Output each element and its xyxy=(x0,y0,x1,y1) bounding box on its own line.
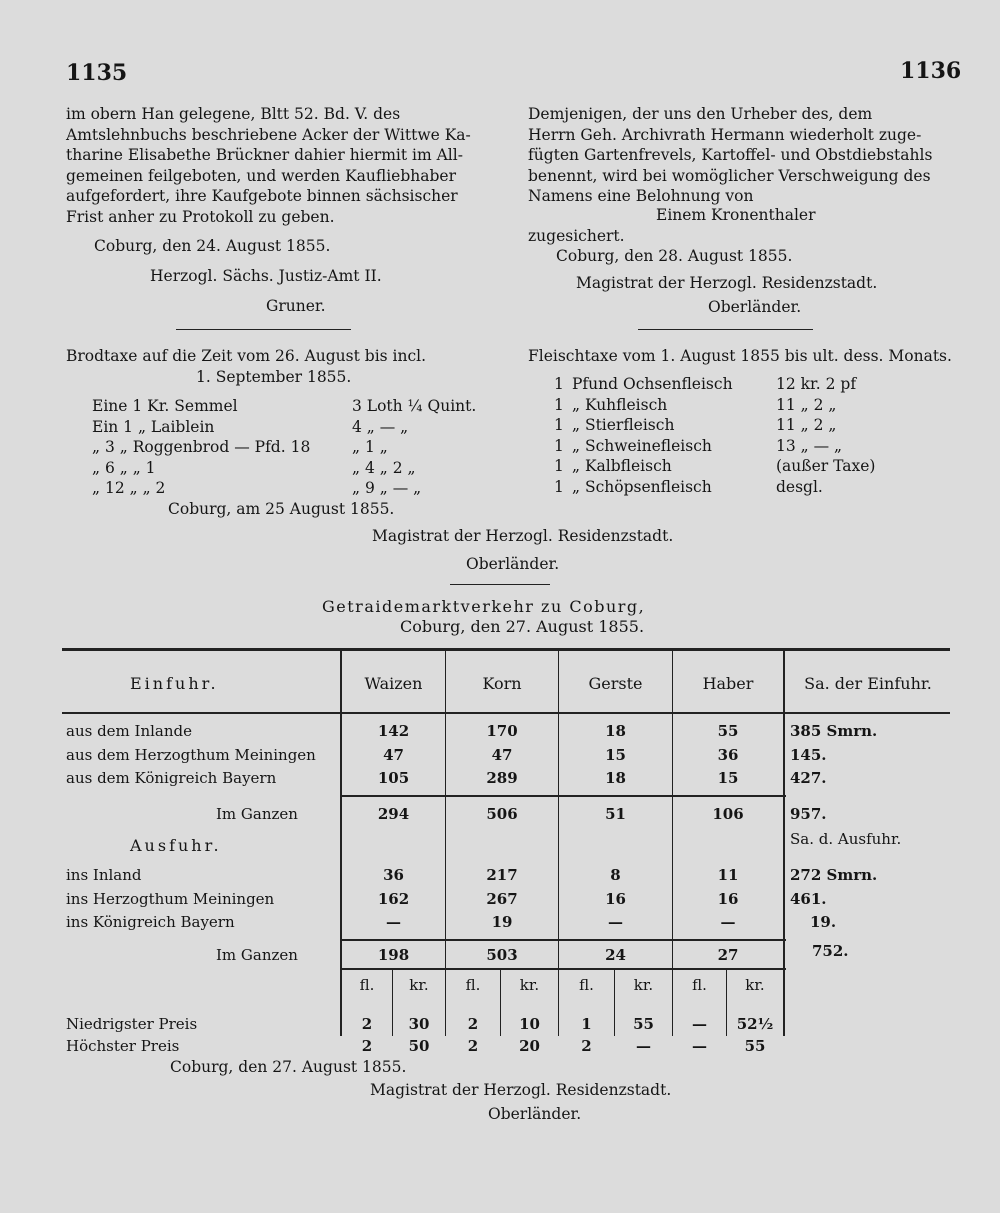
table-cell: 170 xyxy=(486,722,518,740)
table-cell: 52½ xyxy=(736,1015,774,1033)
export-sum-col xyxy=(786,864,954,935)
import-sum-col xyxy=(786,720,954,791)
meat-item: „ Kalbfleisch xyxy=(572,457,672,476)
table-cell: — xyxy=(692,1037,707,1055)
table-cell: 752. xyxy=(812,942,849,960)
bread-weight: „ 4 „ 2 „ xyxy=(352,458,416,477)
reward-office: Magistrat der Herzogl. Residenzstadt. xyxy=(576,274,878,292)
meat-qty: 1 xyxy=(554,416,564,435)
table-cell: 51 xyxy=(605,805,626,823)
table-cell: 267 xyxy=(486,889,518,908)
import-waizen-col xyxy=(342,720,445,791)
bread-tax-date: Coburg, am 25 August 1855. xyxy=(168,500,395,518)
table-cell: 50 xyxy=(408,1037,430,1055)
table-cell: 217 xyxy=(486,866,518,884)
meat-price: 11 „ 2 „ xyxy=(776,395,837,414)
table-header-rule xyxy=(62,712,950,714)
meat-price: desgl. xyxy=(776,477,823,496)
import-korn-col xyxy=(446,720,558,791)
meat-price: (außer Taxe) xyxy=(776,457,876,476)
table-cell: 16 xyxy=(717,889,739,908)
table-cell: 385 Smrn. xyxy=(790,722,878,740)
reward-notice xyxy=(528,104,932,207)
meat-qty: 1 xyxy=(554,375,564,393)
reward-line: fügten Gartenfrevels, Kartoffel- und Obstdiebstahls xyxy=(528,146,933,165)
table-cell: 18 xyxy=(605,769,626,787)
bread-weight: 3 Loth ¼ Quint. xyxy=(352,397,477,415)
export-korn-col xyxy=(446,864,558,935)
import-total-label: Im Ganzen xyxy=(216,805,298,823)
table-cell: 55 xyxy=(633,1015,654,1033)
meat-item: „ Schöpsenfleisch xyxy=(572,477,712,496)
table-cell: 503 xyxy=(486,946,518,964)
reward-line: Herrn Geh. Archivrath Hermann wiederholt zuge- xyxy=(528,125,922,144)
magistrate-office: Magistrat der Herzogl. Residenzstadt. xyxy=(372,527,674,545)
table-cell: — xyxy=(720,913,736,931)
high-price-label: Höchster Preis xyxy=(66,1037,180,1055)
import-labels xyxy=(66,720,316,791)
table-cell: 10 xyxy=(519,1015,540,1033)
market-footer-office: Magistrat der Herzogl. Residenzstadt. xyxy=(370,1081,672,1099)
notice-line: tharine Elisabethe Brückner dahier hiermit im All- xyxy=(66,146,463,165)
reward-amount: Einem Kronenthaler xyxy=(656,206,816,224)
export-haber-col xyxy=(673,864,783,935)
header-waizen: Waizen xyxy=(364,674,423,693)
table-cell: 47 xyxy=(383,745,404,764)
table-cell: 47 xyxy=(491,745,513,764)
price-unit: fl. xyxy=(359,976,375,994)
table-cell: 461. xyxy=(790,889,827,908)
price-unit: kr. xyxy=(519,976,540,994)
bread-tax-period: 1. September 1855. xyxy=(196,368,352,386)
header-ausfuhr: Ausfuhr. xyxy=(130,836,222,855)
table-cell: 36 xyxy=(717,745,739,764)
bread-weight: „ 1 „ xyxy=(352,438,388,457)
table-cell: 18 xyxy=(605,722,626,740)
table-cell: 11 xyxy=(717,866,739,884)
table-cell: 20 xyxy=(519,1037,540,1055)
header-korn: Korn xyxy=(482,674,522,693)
table-cell: 2 xyxy=(361,1037,373,1055)
bread-item: Ein 1 „ Laiblein xyxy=(92,417,215,436)
table-cell: 162 xyxy=(377,889,410,908)
meat-item: „ Stierfleisch xyxy=(572,416,675,435)
table-cell: 16 xyxy=(605,889,626,908)
table-cell: — xyxy=(636,1037,651,1055)
price-unit: fl. xyxy=(465,976,481,994)
meat-qty: 1 xyxy=(554,436,564,455)
meat-tax-title: Fleischtaxe vom 1. August 1855 bis ult. dess. Monats. xyxy=(528,347,952,365)
price-rule xyxy=(340,968,786,970)
col-rule xyxy=(783,648,785,1036)
meat-item-col xyxy=(572,374,733,498)
subtotal-rule xyxy=(340,939,786,941)
table-cell: 506 xyxy=(486,805,518,823)
notice-line: Frist anher zu Protokoll zu geben. xyxy=(66,207,335,226)
price-unit: kr. xyxy=(745,976,765,994)
import-row-label: aus dem Königreich Bayern xyxy=(66,769,277,787)
divider xyxy=(176,329,351,330)
notice-line: aufgefordert, ihre Kaufgebote binnen sächsischer xyxy=(66,187,458,206)
notice-line: Amtslehnbuchs beschriebene Acker der Wittwe Ka- xyxy=(66,125,471,144)
table-cell: 957. xyxy=(790,805,827,823)
export-gerste-col xyxy=(559,864,672,935)
table-cell: 15 xyxy=(717,769,739,787)
page-number-left: 1135 xyxy=(66,60,128,86)
table-cell: 24 xyxy=(605,946,626,964)
table-cell: 272 Smrn. xyxy=(790,866,878,884)
table-cell: 2 xyxy=(361,1015,373,1033)
bread-item: „ 6 „ „ 1 xyxy=(92,458,156,477)
table-cell: 55 xyxy=(717,722,739,740)
sale-notice xyxy=(66,104,471,228)
table-cell: 142 xyxy=(377,722,410,740)
divider xyxy=(450,584,550,585)
table-cell: 8 xyxy=(610,866,621,884)
export-labels xyxy=(66,864,274,935)
notice-line: gemeinen feilgeboten, und werden Kaufliebhaber xyxy=(66,166,456,185)
header-sum-import: Sa. der Einfuhr. xyxy=(804,674,932,693)
bread-weight: 4 „ — „ xyxy=(352,417,409,436)
meat-price: 11 „ 2 „ xyxy=(776,416,837,435)
table-cell: 55 xyxy=(744,1037,766,1055)
table-top-rule xyxy=(62,648,950,651)
export-row-label: ins Inland xyxy=(66,866,142,884)
bread-item: „ 12 „ „ 2 xyxy=(92,479,166,498)
import-row-label: aus dem Inlande xyxy=(66,722,193,740)
table-cell: 289 xyxy=(486,769,518,787)
header-gerste: Gerste xyxy=(588,674,643,693)
notice-line: im obern Han gelegene, Bltt 52. Bd. V. des xyxy=(66,105,401,123)
price-unit: kr. xyxy=(633,976,654,994)
reward-line: Namens eine Belohnung von xyxy=(528,187,754,206)
meat-price: 13 „ — „ xyxy=(776,436,843,455)
bread-weight: „ 9 „ — „ xyxy=(352,479,422,498)
export-waizen-col xyxy=(342,864,445,935)
meat-item: „ Schweinefleisch xyxy=(572,436,712,455)
table-cell: 427. xyxy=(790,769,827,787)
reward-line: Demjenigen, der uns den Urheber des, dem xyxy=(528,105,873,123)
table-cell: — xyxy=(386,913,401,931)
price-unit: kr. xyxy=(409,976,429,994)
bread-item: Eine 1 Kr. Semmel xyxy=(92,397,238,415)
export-row-label: ins Herzogthum Meiningen xyxy=(66,889,275,908)
reward-signature: Oberländer. xyxy=(708,298,802,316)
market-date: Coburg, den 27. August 1855. xyxy=(400,617,645,636)
page-number-right: 1136 xyxy=(900,58,962,84)
table-cell: 105 xyxy=(377,769,410,787)
table-cell: 294 xyxy=(377,805,410,823)
meat-qty-col xyxy=(554,374,564,498)
reward-line: benennt, wird bei womöglicher Verschweigung des xyxy=(528,166,931,185)
table-cell: 1 xyxy=(581,1015,592,1033)
table-cell: 145. xyxy=(790,745,827,764)
export-total-label: Im Ganzen xyxy=(216,946,298,964)
meat-qty: 1 xyxy=(554,477,564,496)
meat-qty: 1 xyxy=(554,457,564,476)
meat-price: 12 kr. 2 pf xyxy=(776,375,857,393)
divider xyxy=(638,329,813,330)
reward-end: zugesichert. xyxy=(528,227,625,245)
notice-signature: Gruner. xyxy=(266,297,326,315)
meat-item: Pfund Ochsenfleisch xyxy=(572,375,733,393)
table-cell: 27 xyxy=(717,946,739,964)
market-footer-date: Coburg, den 27. August 1855. xyxy=(170,1058,407,1076)
table-cell: 15 xyxy=(605,745,626,764)
magistrate-signature: Oberländer. xyxy=(466,555,560,573)
meat-item: „ Kuhfleisch xyxy=(572,395,668,414)
import-row-label: aus dem Herzogthum Meiningen xyxy=(66,745,316,764)
import-haber-col xyxy=(673,720,783,791)
header-haber: Haber xyxy=(702,674,754,693)
price-unit: fl. xyxy=(579,976,594,994)
bread-tax-title: Brodtaxe auf die Zeit vom 26. August bis incl. xyxy=(66,347,427,365)
table-cell: 19 xyxy=(491,913,513,931)
table-cell: 198 xyxy=(377,946,410,964)
market-footer-signature: Oberländer. xyxy=(488,1105,582,1123)
price-unit: fl. xyxy=(692,976,707,994)
table-cell: 2 xyxy=(581,1037,592,1055)
reward-date: Coburg, den 28. August 1855. xyxy=(556,247,793,265)
import-gerste-col xyxy=(559,720,672,791)
bread-tax-weights xyxy=(352,396,476,499)
export-row-label: ins Königreich Bayern xyxy=(66,913,235,931)
low-price-label: Niedrigster Preis xyxy=(66,1015,198,1033)
table-cell: 106 xyxy=(712,805,744,823)
notice-date: Coburg, den 24. August 1855. xyxy=(94,237,331,255)
table-cell: 2 xyxy=(467,1015,479,1033)
meat-price-col xyxy=(776,374,875,498)
notice-office: Herzogl. Sächs. Justiz-Amt II. xyxy=(150,267,382,285)
market-title: Getraidemarktverkehr zu Coburg, xyxy=(322,597,646,616)
table-cell: — xyxy=(608,913,623,931)
table-cell: 30 xyxy=(408,1015,430,1033)
meat-qty: 1 xyxy=(554,395,564,414)
table-cell: 19. xyxy=(810,913,837,931)
table-cell: — xyxy=(692,1015,707,1033)
bread-tax-items xyxy=(92,396,310,499)
subtotal-rule xyxy=(340,795,786,797)
table-cell: 36 xyxy=(383,866,404,884)
header-sum-export: Sa. d. Ausfuhr. xyxy=(790,830,902,848)
table-cell: 2 xyxy=(467,1037,479,1055)
header-einfuhr: Einfuhr. xyxy=(130,674,219,693)
bread-item: „ 3 „ Roggenbrod — Pfd. 18 xyxy=(92,438,311,457)
